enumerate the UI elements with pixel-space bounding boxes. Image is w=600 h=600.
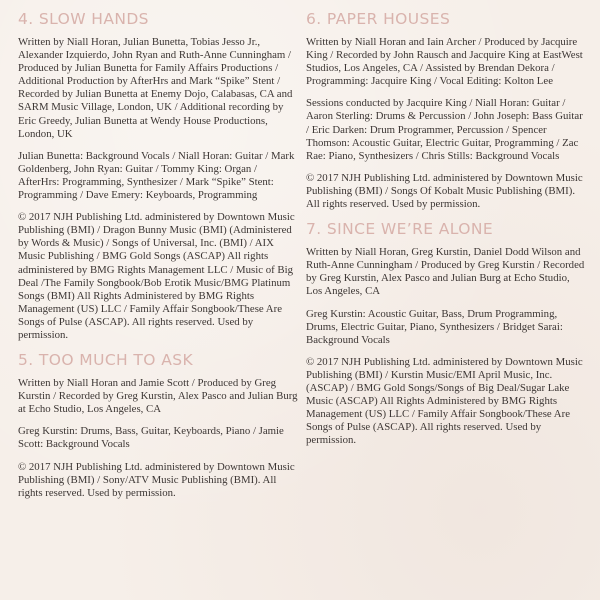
musician-credits: Julian Bunetta: Background Vocals / Niall Horan: Guitar / Mark Goldenberg, John Ryan: Guitar / Tommy King: Organ / AfterHrs: Programming, Synthesizer / Mark “Spike” Stent: Programming / Dave Emery: Keyboards, Programming [18, 149, 295, 202]
publishing-credits: © 2017 NJH Publishing Ltd. administered by Downtown Music Publishing (BMI) / Sony/ATV Music Publishing (BMI). All rights reserved. Used by permission. [18, 460, 295, 499]
song-credits-too-much-to-ask [18, 351, 298, 500]
song-credits-since-were-alone [306, 220, 586, 447]
song-title: 6. PAPER HOUSES [306, 10, 451, 28]
song-title: 5. TOO MUCH TO ASK [18, 351, 194, 370]
right-column [306, 10, 586, 456]
writing-production-credits: Written by Niall Horan and Iain Archer / Produced by Jacquire King / Recorded by John Rausch and Jacquire King at EastWest Studios, Los Angeles, CA / Assisted by Brendan Dekora / Programming: Jacquire King / Vocal Editing: Kolton Lee [306, 36, 583, 88]
writing-production-credits: Written by Niall Horan, Julian Bunetta, Tobias Jesso Jr., Alexander Izquierdo, John Ryan and Ruth-Anne Cunningham / Produced by Julian Bunetta for Family Affairs Productions / Additional Production by AfterHrs and Mark “Spike” Stent / Recorded by Julian Bunetta at Enemy Dojo, Calabasas, CA and SARM Music Village, London, UK / Additional recording by Eric Greedy, Julian Bunetta at Wendy House Productions, London, UK [18, 36, 293, 140]
writing-production-credits: Written by Niall Horan, Greg Kurstin, Daniel Dodd Wilson and Ruth-Anne Cunningham / Produced by Greg Kurstin / Recorded by Greg Kurstin, Alex Pasco and Julian Burg at Echo Studio, Los Angeles, CA [306, 246, 585, 298]
publishing-credits: © 2017 NJH Publishing Ltd. administered by Downtown Music Publishing (BMI) / Dragon Bunny Music (BMI) (Administered by Words & Music) / Songs of Universal, Inc. (BMI) / AIX Music Publishing / BMG Gold Songs (ASCAP) All rights administered by BMG Rights Management LLC / Music of Big Deal /The Family Songbook/Bob Erotik Music/BMG Platinum Songs (BMI) All Rights Administered by BMG Rights Management (US) LLC / Family Affair Songbook/These Are Songs of Pulse (ASCAP). All rights reserved. Used by permission. [18, 211, 295, 341]
musician-credits: Sessions conducted by Jacquire King / Niall Horan: Guitar / Aaron Sterling: Drums & Percussion / John Joseph: Bass Guitar / Eric Darken: Drum Programmer, Percussion / Spencer Thomson: Acoustic Guitar, Electric Guitar, Programming / Zac Rae: Piano, Synthesizers / Chris Stills: Background Vocals [306, 97, 583, 162]
publishing-credits: © 2017 NJH Publishing Ltd. administered by Downtown Music Publishing (BMI) / Songs Of Kobalt Music Publishing (BMI). All rights reserved. Used by permission. [306, 171, 583, 211]
song-credits-paper-houses [306, 10, 586, 211]
left-column [18, 10, 298, 509]
publishing-credits: © 2017 NJH Publishing Ltd. administered by Downtown Music Publishing (BMI) / Kurstin Music/EMI April Music, Inc. (ASCAP) / BMG Gold Songs/Songs of Big Deal/Sugar Lake Music (ASCAP) All Rights Administered by BMG Rights Management (US) LLC / Family Affair Songbook/These Are Songs of Pulse (ASCAP). All rights reserved. Used by permission. [306, 355, 583, 447]
musician-credits: Greg Kurstin: Acoustic Guitar, Bass, Drum Programming, Drums, Electric Guitar, Piano, Synthesizers / Bridget Sarai: Background Vocals [306, 307, 563, 346]
song-credits-slow-hands [18, 10, 298, 342]
writing-production-credits: Written by Niall Horan and Jamie Scott / Produced by Greg Kurstin / Recorded by Greg Kurstin, Alex Pasco and Julian Burg at Echo Studio, Los Angeles, CA [18, 377, 298, 416]
song-title: 4. SLOW HANDS [18, 10, 149, 28]
song-title: 7. SINCE WE’RE ALONE [306, 220, 494, 239]
musician-credits: Greg Kurstin: Drums, Bass, Guitar, Keyboards, Piano / Jamie Scott: Background Vocals [18, 425, 284, 451]
